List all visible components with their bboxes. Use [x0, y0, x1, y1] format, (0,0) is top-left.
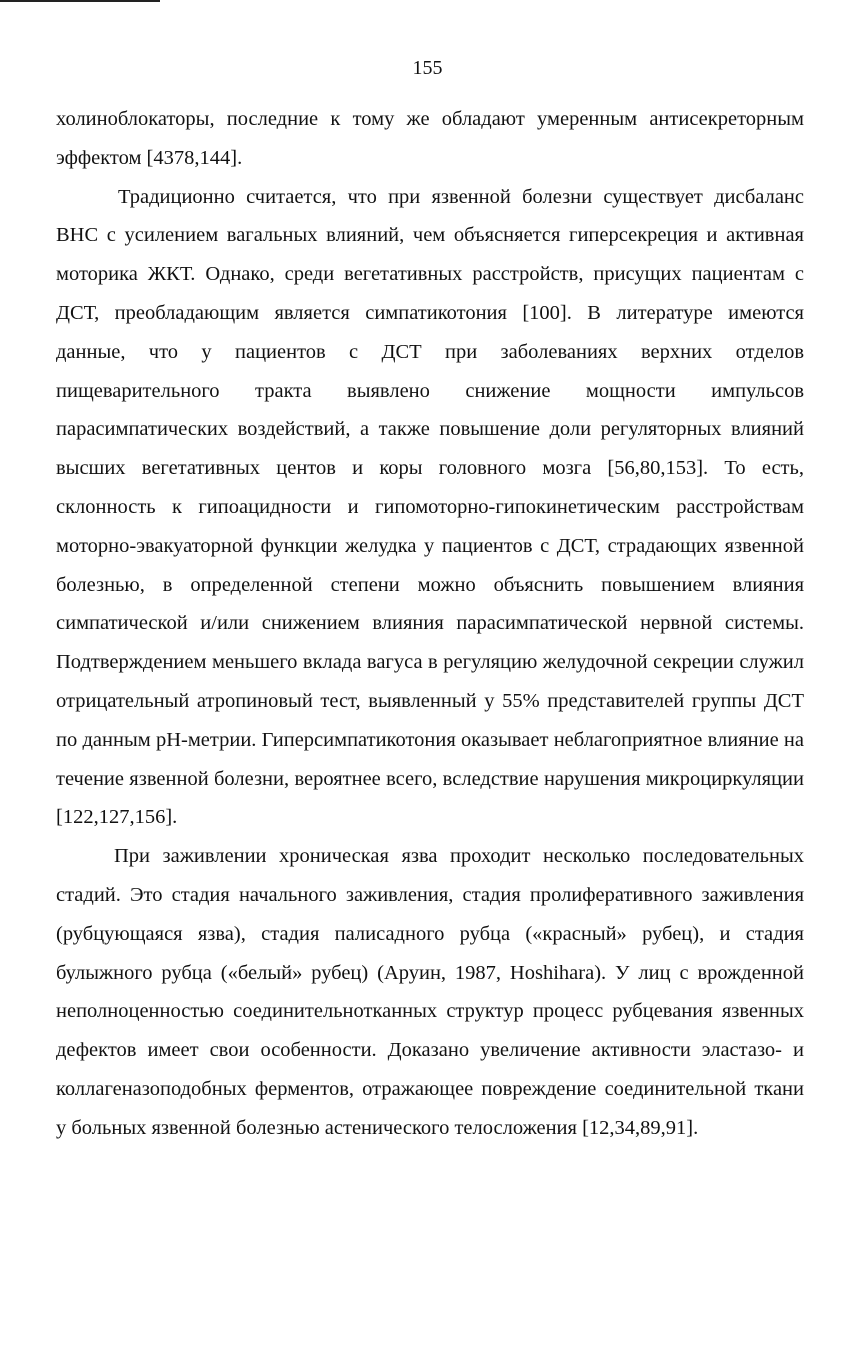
- page-number: 155: [412, 57, 443, 79]
- paragraph-vns-imbalance: Традиционно считается, что при язвенной болезни существует дисбаланс ВНС с усилением вагальных влияний, чем объясняется гиперсекреция и активная моторика ЖКТ. Однако, среди вегетативных расстройств, присущих пациентам с ДСТ, преобладающим является симпатикотония [100]. В литературе имеются данные, что у пациентов с ДСТ при заболеваниях верхних отделов пищеварительного тракта выявлено снижение мощности импульсов парасимпатических воздействий, а также повышение доли регуляторных влияний высших вегетативных центов и коры головного мозга [56,80,153]. То есть, склонность к гипоацидности и гипомоторно-гипокинетическим расстройствам моторно-эвакуаторной функции желудка у пациентов с ДСТ, страдающих язвенной болезнью, в определенной степени можно объяснить повышением влияния симпатической и/или снижением влияния парасимпатической нервной системы. Подтверждением меньшего вклада вагуса в регуляцию желудочной секреции служил отрицательный атропиновый тест, выявленный у 55% представителей группы ДСТ по данным pH-метрии. Гиперсимпатикотония оказывает неблагоприятное влияние на течение язвенной болезни, вероятнее всего, вследствие нарушения микроциркуляции [122,127,156].: [56, 185, 804, 829]
- document-body: [56, 100, 804, 1148]
- paragraph-continuation: холиноблокаторы, последние к тому же обладают умеренным антисекреторным эффектом [4378,144].: [56, 108, 804, 169]
- paragraph-ulcer-healing: При заживлении хроническая язва проходит несколько последовательных стадий. Это стадия начального заживления, стадия пролиферативного заживления (рубцующаяся язва), стадия палисадного рубца («красный» рубец), и стадия булыжного рубца («белый» рубец) (Аруин, 1987, Hoshihara). У лиц с врожденной неполноценностью соединительнотканных структур процесс рубцевания язвенных дефектов имеет свои особенности. Доказано увеличение активности эластазо- и коллагеназоподобных ферментов, отражающее повреждение соединительной ткани у больных язвенной болезнью астенического телосложения [12,34,89,91].: [56, 845, 804, 1139]
- top-edge-rule: [0, 0, 160, 2]
